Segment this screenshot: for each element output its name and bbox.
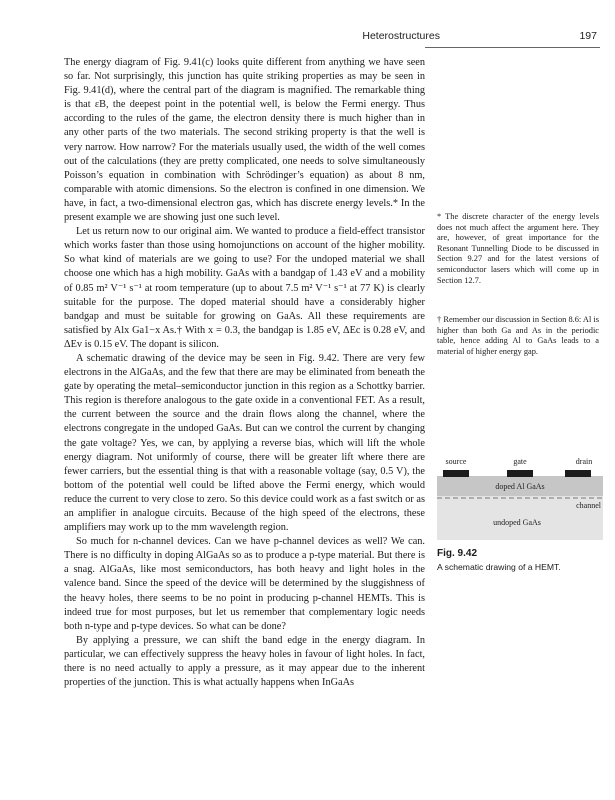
drain-label: drain: [575, 457, 593, 466]
gate-contact: [507, 470, 533, 477]
gate-label: gate: [513, 457, 527, 466]
drain-contact: [565, 470, 591, 477]
paragraph-2: Let us return now to our original aim. We wanted to produce a field-effect transistor which works faster than those using homojunctions on account of the higher mobility. So what kind of materials are we going to use? For the undoped material we shall choose one which has a high mobility. GaAs with a bandgap of 1.43 eV and a mobility of 0.85 m² V⁻¹ s⁻¹ at room temperature (up to about 7.5 m² V⁻¹ s⁻¹ at 77 K) is clearly suitable for the purpose. The doped material should have a considerably higher bandgap and must be suitable for growing on GaAs. All these requirements are satisfied by Alx Ga1−x As.† With x = 0.3, the bandgap is 1.85 eV, ΔEc is 0.28 eV, and ΔEv is 0.15 eV. The dopant is silicon.: [64, 226, 425, 350]
page-number: 197: [579, 30, 597, 42]
hemt-figure: [437, 454, 603, 540]
source-contact: [443, 470, 469, 477]
margin-note-text: † Remember our discussion in Section 8.6: Al is higher than both Ga and As in the periodic table, hence adding Al to GaAs leads to a material of higher energy gap.: [437, 315, 599, 356]
hemt-diagram: [437, 454, 603, 540]
source-label: source: [445, 457, 467, 466]
header-rule: [425, 47, 600, 48]
paragraph-5: By applying a pressure, we can shift the band edge in the energy diagram. In particular, we can effectively suppress the heavy holes in favour of light holes. In fact, there is no need actually to apply a pressure, as it may appear due to the inherent properties of the junction. This is what actually happens when InGaAs: [64, 634, 425, 689]
paragraph-1: The energy diagram of Fig. 9.41(c) looks quite different from anything we have seen so far. Not surprisingly, this junction has quite striking properties as may be seen in Fig. 9.41(d), where the central part of the diagram is magnified. The remarkable thing is that εB, the deepest point in the potential well, is below the Fermi energy. Thus according to the rules of the game, the electron density there is much higher than in any other parts of the two materials. The second striking property is that the well is very narrow. How narrow? For the materials usually used, the width of the well comes out of the calculations (they are pretty complicated, one needs to solve simultaneously Poisson’s equation in combination with Schrödinger’s equation) as about 8 nm, comparable with atomic dimensions. So the electron is confined in one dimension. We have, in fact, a two-dimensional electron gas, which has discrete energy levels.* In the present example we are showing just one such level.: [64, 57, 425, 224]
margin-note-periodic-table: [437, 315, 599, 357]
paragraph-4: So much for n-channel devices. Can we have p-channel devices as well? We can. There is no difficulty in doping AlGaAs so as to produce a p-type material. But there is a snag. AlGaAs, like most semiconductors, has both heavy and light holes in the valence band. Since the speed of the device will be determined by the sluggishness of the heavy holes, there seems to be no point in producing p-channel HEMTs. This is indeed true for most purposes, but let us remember that complementary logic needs both n-type and p-type devices. So what can be done?: [64, 536, 425, 632]
paragraph-3: A schematic drawing of the device may be seen in Fig. 9.42. There are very few electrons in the AlGaAs, and the few that there are may be eliminated from beneath the gate by operating the metal–semiconductor junction in this region as a Schottky barrier. This region is therefore analogous to the gate oxide in a conventional FET. As a result, the current between the source and the drain flows along the channel, where the electrons congregate in the undoped GaAs. But can we control the current by changing the gate voltage? Yes, we can, by applying a reverse bias, which will lift the whole energy diagram. Not uniformly of course, there will be greater lift where there are fewer carriers, but the essential thing is that with a reasonable voltage (say, 0.5 V), the bottom of the potential well could be lifted above the Fermi energy, which would reduce the current to very close to zero. So this device could work as a fast switch or as an amplifier in analogue circuits. Because of the high speed of the electrons, these amplifiers may work up to the mm wavelength region.: [64, 352, 425, 534]
figure-label: Fig. 9.42: [437, 548, 478, 559]
body-text: [64, 56, 425, 690]
margin-note-energy-levels: [437, 212, 599, 286]
margin-note-text: * The discrete character of the energy levels does not much affect the argument here. They are, however, of great importance for the Resonant Tunnelling Diode to be discussed in Section 9.27 and for the latest versions of semiconductor lasers which will come up in Section 12.7.: [437, 212, 599, 285]
undoped-layer-label: undoped GaAs: [493, 518, 541, 527]
page-header: [0, 0, 615, 50]
channel-label: channel: [576, 501, 601, 510]
doped-layer-label: doped Al GaAs: [495, 482, 545, 491]
figure-caption: A schematic drawing of a HEMT.: [437, 562, 561, 572]
running-head: Heterostructures: [362, 30, 440, 42]
